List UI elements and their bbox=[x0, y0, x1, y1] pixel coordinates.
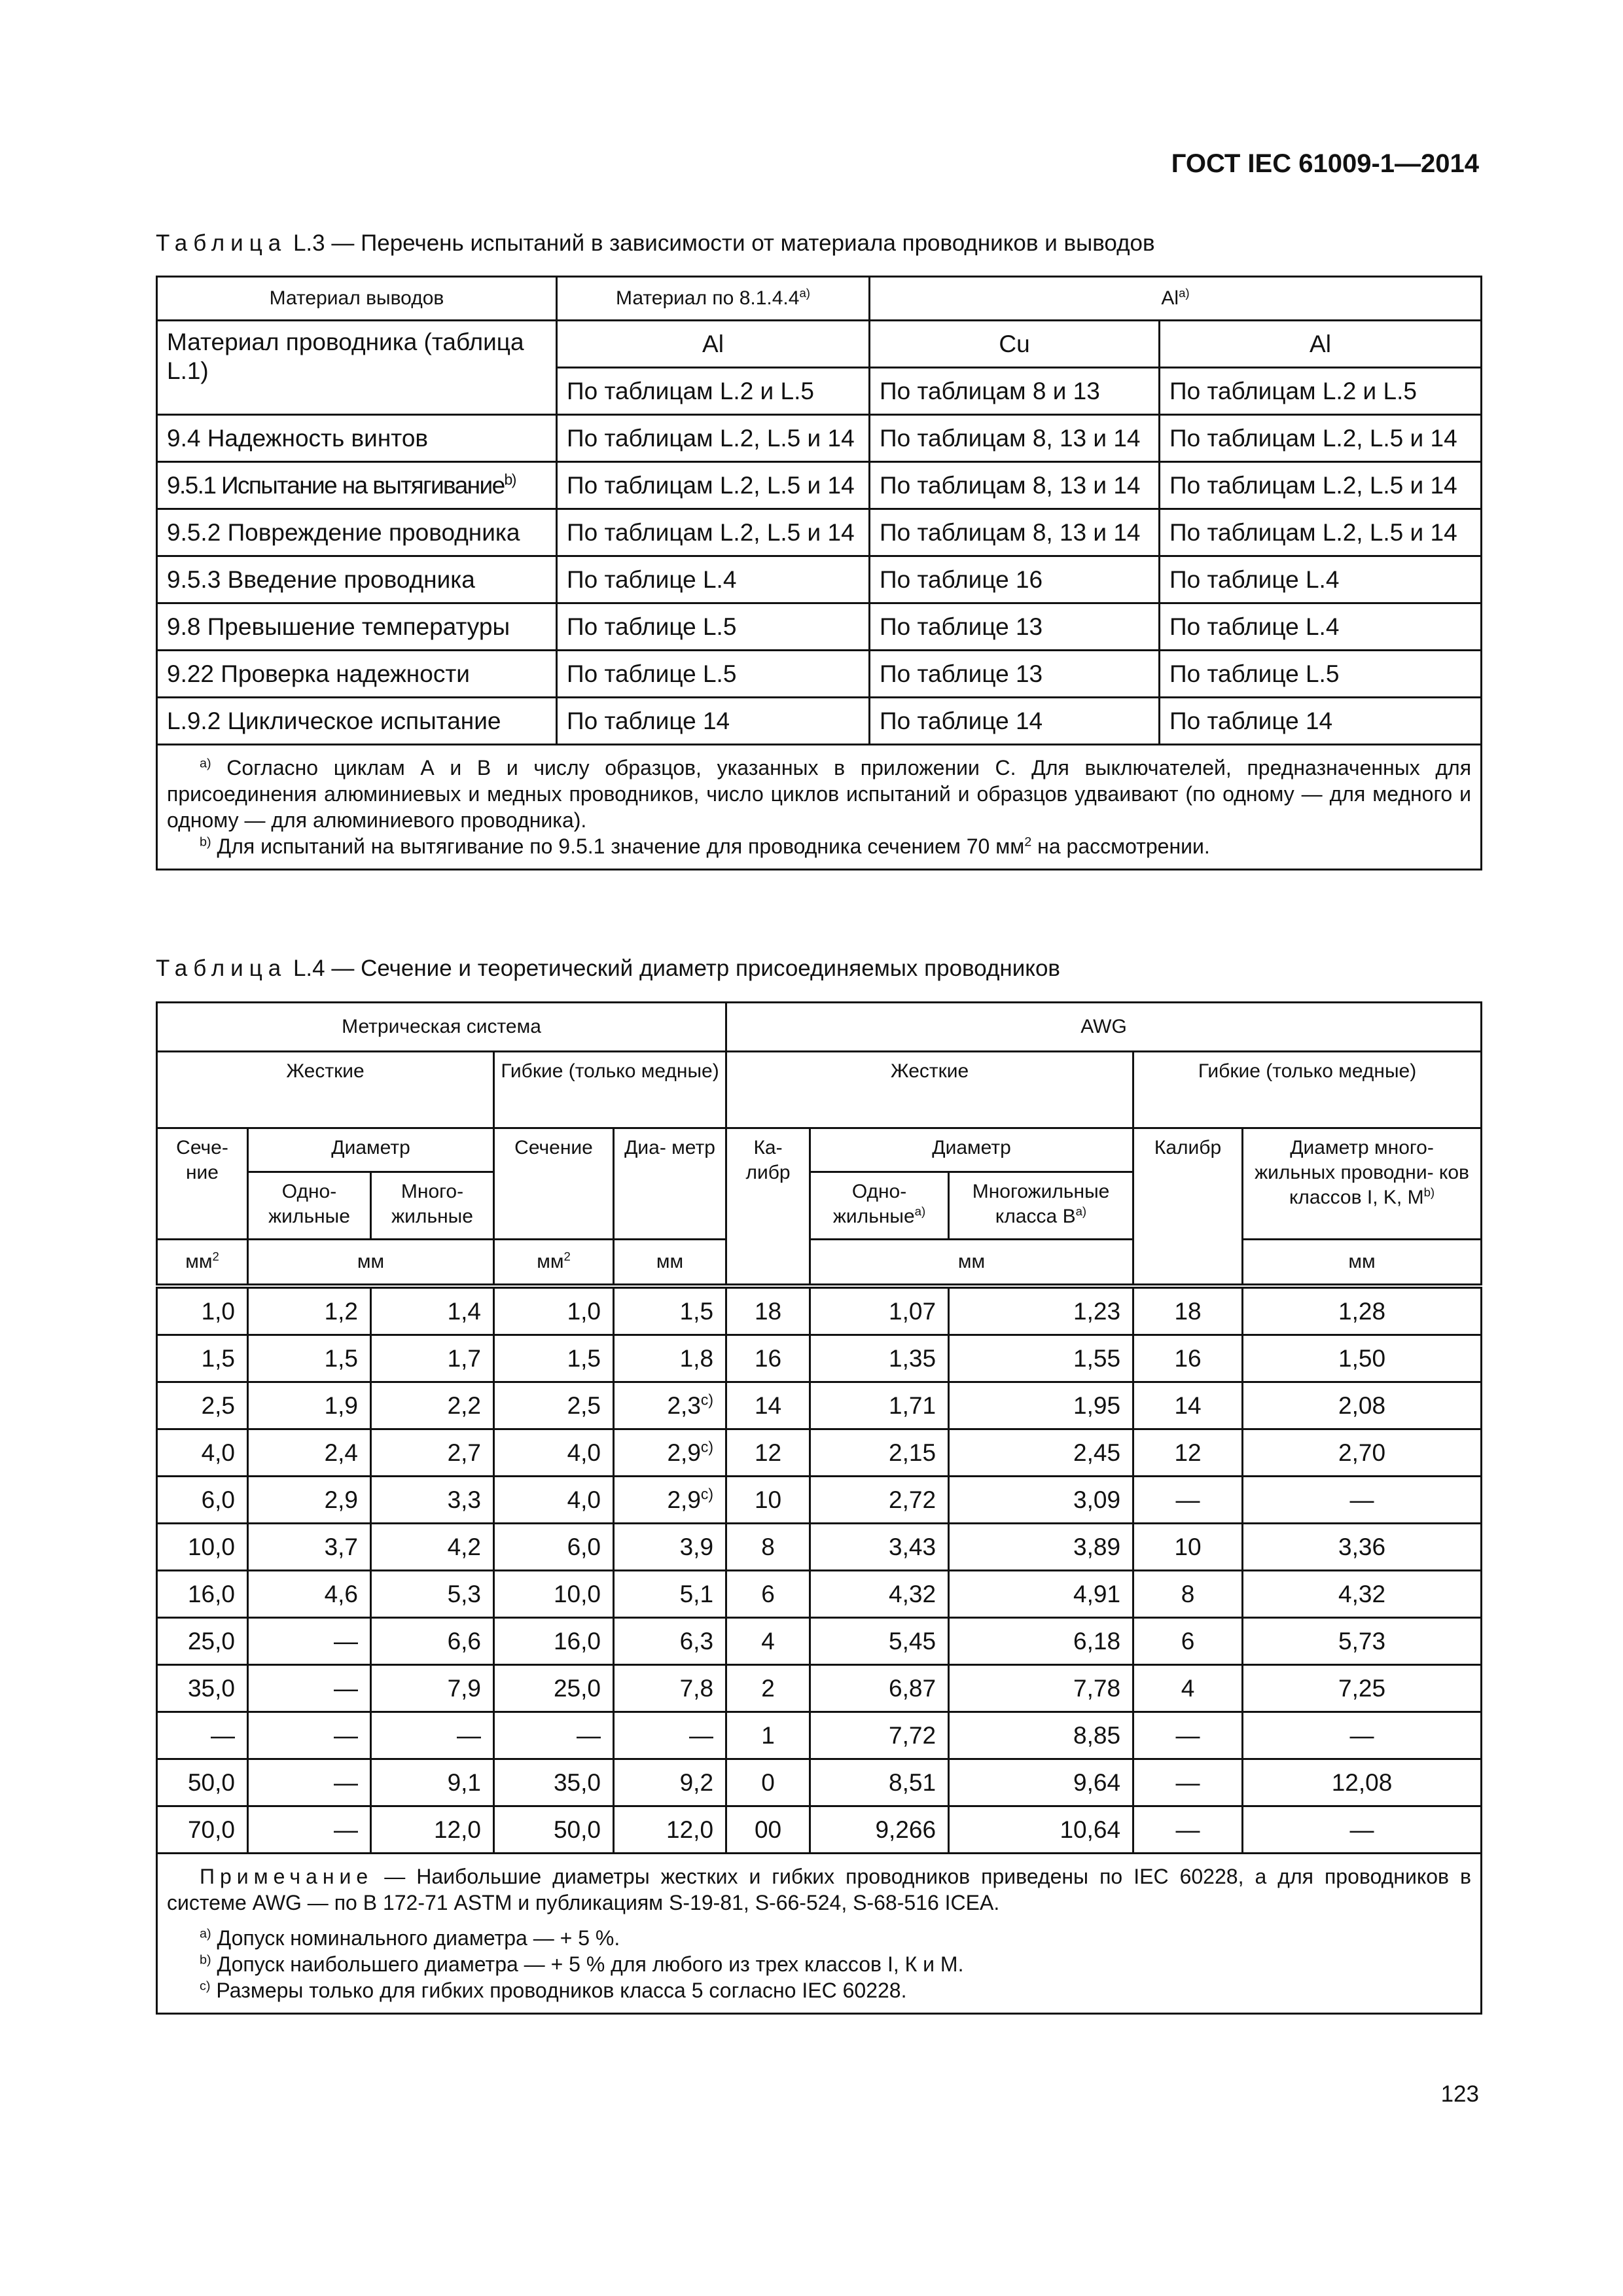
table-cell: 1 bbox=[726, 1712, 810, 1759]
table-cell: 5,73 bbox=[1243, 1618, 1482, 1665]
table-cell: 1,71 bbox=[810, 1382, 949, 1429]
table-cell: 9,266 bbox=[810, 1806, 949, 1854]
table-cell: 9,64 bbox=[949, 1759, 1133, 1806]
header-multi-dia: Диаметр много- жильных проводни- ков классов I, K, $M^{b)}$ bbox=[1243, 1128, 1482, 1240]
table-cell: 1,9 bbox=[248, 1382, 371, 1429]
footnote-b: $^{b)}$ Допуск наибольшего диаметра — + 5 % для любого из трех классов I, К и М. bbox=[200, 1952, 964, 1976]
table-cell: 16 bbox=[726, 1335, 810, 1382]
table-cell: 2,70 bbox=[1243, 1429, 1482, 1477]
table-cell: По таблице L.4 bbox=[1160, 603, 1482, 651]
table-row bbox=[157, 1712, 1482, 1759]
table-cell: 1,5 bbox=[614, 1286, 726, 1335]
table-cell: — bbox=[248, 1806, 371, 1854]
footnote-a: $^{a)}$ Согласно циклам А и В и числу образцов, указанных в приложении С. Для выключателей, предназначенных для присоединения алюминиевых и медных проводников, число циклов испытаний и образцов удваивают (по одному — для медного и одному — для алюминиевого проводника). bbox=[167, 756, 1472, 832]
table-cell: 3,43 bbox=[810, 1524, 949, 1571]
table-cell: 1,35 bbox=[810, 1335, 949, 1382]
table-cell: 6,18 bbox=[949, 1618, 1133, 1665]
table-cell: 3,89 bbox=[949, 1524, 1133, 1571]
table-cell: 3,3 bbox=[371, 1477, 494, 1524]
table-cell: 4,0 bbox=[157, 1429, 248, 1477]
table-cell: По таблицам 8 и 13 bbox=[870, 368, 1160, 415]
table-cell: По таблице L.5 bbox=[1160, 651, 1482, 698]
table-cell: 35,0 bbox=[157, 1665, 248, 1712]
table-cell: 10,0 bbox=[157, 1524, 248, 1571]
table-cell: 8 bbox=[726, 1524, 810, 1571]
table-cell: По таблицам L.2 и L.5 bbox=[557, 368, 870, 415]
footnote-b: $^{b)}$ Для испытаний на вытягивание по 9.5.1 значение для проводника сечением 70 $мм^2$ на рассмотрении. bbox=[200, 834, 1210, 858]
table-cell: 18 bbox=[726, 1286, 810, 1335]
table-cell: 6 bbox=[726, 1571, 810, 1618]
header-single: Одно- жильные bbox=[248, 1172, 371, 1240]
header-flexible-awg: Гибкие (только медные) bbox=[1133, 1052, 1482, 1128]
table-cell: 16,0 bbox=[494, 1618, 614, 1665]
table-cell: По таблице 14 bbox=[1160, 698, 1482, 745]
table-cell: — bbox=[494, 1712, 614, 1759]
table-cell: 10 bbox=[726, 1477, 810, 1524]
document-id: ГОСТ IEC 61009-1—2014 bbox=[1171, 149, 1479, 178]
table-row bbox=[157, 1571, 1482, 1618]
table-cell: 4,32 bbox=[810, 1571, 949, 1618]
conductor-material-label: Материал проводника (таблица L.1) bbox=[157, 321, 557, 415]
table-cell: По таблицам L.2, L.5 и 14 bbox=[1160, 415, 1482, 462]
header-multi: Много- жильные bbox=[371, 1172, 494, 1240]
unit-mm2: $мм^2$ bbox=[494, 1240, 614, 1287]
table-row bbox=[157, 1806, 1482, 1854]
table-cell: 4,91 bbox=[949, 1571, 1133, 1618]
footnote-marker: a) bbox=[799, 286, 810, 300]
table-cell: 4 bbox=[726, 1618, 810, 1665]
table-cell: 00 bbox=[726, 1806, 810, 1854]
footnote-marker: a) bbox=[1075, 1204, 1087, 1218]
table-cell: — bbox=[248, 1759, 371, 1806]
table-header-row bbox=[157, 1003, 1482, 1052]
table-row bbox=[157, 1429, 1482, 1477]
table-cell: 1,23 bbox=[949, 1286, 1133, 1335]
table-cell: По таблице L.4 bbox=[557, 556, 870, 603]
table-cell: 12,0 bbox=[371, 1806, 494, 1854]
table-cell: 35,0 bbox=[494, 1759, 614, 1806]
table-row bbox=[157, 603, 1482, 651]
table-cell: 14 bbox=[726, 1382, 810, 1429]
header-diameter: Диаметр bbox=[248, 1128, 494, 1172]
caption-text: L.3 — Перечень испытаний в зависимости от материала проводников и выводов bbox=[293, 230, 1155, 256]
row-label: 9.5.3 Введение проводника bbox=[157, 556, 557, 603]
table-cell: 6,0 bbox=[494, 1524, 614, 1571]
table-cell: 1,2 bbox=[248, 1286, 371, 1335]
table-cell: По таблицам 8, 13 и 14 bbox=[870, 415, 1160, 462]
table-cell: 50,0 bbox=[494, 1806, 614, 1854]
table-cell: — bbox=[371, 1712, 494, 1759]
footnote-marker: a) bbox=[914, 1204, 926, 1218]
table-row bbox=[157, 415, 1482, 462]
col-al-2: Al bbox=[1160, 321, 1482, 368]
table-cell: По таблицам L.2, L.5 и 14 bbox=[1160, 462, 1482, 509]
caption-word: Таблица bbox=[156, 956, 287, 981]
table-cell: 1,5 bbox=[248, 1335, 371, 1382]
table-cell: 2,3$^{c)}$ bbox=[614, 1382, 726, 1429]
table-cell: 1,7 bbox=[371, 1335, 494, 1382]
table-cell: — bbox=[1133, 1759, 1243, 1806]
table-cell: 3,36 bbox=[1243, 1524, 1482, 1571]
table-row bbox=[157, 1618, 1482, 1665]
caption-word: Таблица bbox=[156, 230, 287, 256]
table-row bbox=[157, 1759, 1482, 1806]
page-number: 123 bbox=[1440, 2081, 1479, 2107]
table-cell: 1,8 bbox=[614, 1335, 726, 1382]
unit-mm: мм bbox=[810, 1240, 1133, 1287]
header-flexible: Гибкие (только медные) bbox=[494, 1052, 726, 1128]
header-gauge: Ка- либр bbox=[726, 1128, 810, 1287]
table-cell: 12 bbox=[1133, 1429, 1243, 1477]
table-cell: — bbox=[248, 1712, 371, 1759]
table-cell: По таблицам L.2, L.5 и 14 bbox=[1160, 509, 1482, 556]
table-cell: По таблице L.5 bbox=[557, 603, 870, 651]
table-row bbox=[157, 509, 1482, 556]
table-cell: По таблице L.4 bbox=[1160, 556, 1482, 603]
table-cell: — bbox=[1243, 1806, 1482, 1854]
table-cell: 1,07 bbox=[810, 1286, 949, 1335]
table-l3 bbox=[156, 276, 1482, 870]
table-cell: 14 bbox=[1133, 1382, 1243, 1429]
table-cell: 0 bbox=[726, 1759, 810, 1806]
table-cell: По таблице 14 bbox=[870, 698, 1160, 745]
table-header-row bbox=[157, 1128, 1482, 1172]
table-cell: 2,9$^{c)}$ bbox=[614, 1429, 726, 1477]
table-cell: 2,72 bbox=[810, 1477, 949, 1524]
table-cell: 3,7 bbox=[248, 1524, 371, 1571]
table-cell: 1,55 bbox=[949, 1335, 1133, 1382]
unit-mm: мм bbox=[1243, 1240, 1482, 1287]
table-cell: 1,0 bbox=[494, 1286, 614, 1335]
table-cell: 12,08 bbox=[1243, 1759, 1482, 1806]
table-cell: 1,4 bbox=[371, 1286, 494, 1335]
units-row bbox=[157, 1240, 1482, 1287]
table-cell: 18 bbox=[1133, 1286, 1243, 1335]
table-row bbox=[157, 1665, 1482, 1712]
row-label: 9.4 Надежность винтов bbox=[157, 415, 557, 462]
table-cell: 7,25 bbox=[1243, 1665, 1482, 1712]
table-cell: 50,0 bbox=[157, 1759, 248, 1806]
table-cell: По таблицам 8, 13 и 14 bbox=[870, 462, 1160, 509]
table-cell: 2,2 bbox=[371, 1382, 494, 1429]
table-cell: 5,45 bbox=[810, 1618, 949, 1665]
table-cell: — bbox=[1133, 1712, 1243, 1759]
row-label: 9.5.1 Испытание на вытягивание$^{b)}$ bbox=[157, 462, 557, 509]
table-cell: По таблицам L.2, L.5 и 14 bbox=[557, 509, 870, 556]
table-cell: 4 bbox=[1133, 1665, 1243, 1712]
table-cell: По таблице 13 bbox=[870, 651, 1160, 698]
table-cell: 3,9 bbox=[614, 1524, 726, 1571]
header-awg: AWG bbox=[726, 1003, 1482, 1052]
table-cell: 12,0 bbox=[614, 1806, 726, 1854]
table-cell: По таблицам L.2, L.5 и 14 bbox=[557, 462, 870, 509]
table-row bbox=[157, 1477, 1482, 1524]
row-label: 9.5.2 Повреждение проводника bbox=[157, 509, 557, 556]
table-cell: 8,51 bbox=[810, 1759, 949, 1806]
table-header-row bbox=[157, 1052, 1482, 1128]
table-cell: 8 bbox=[1133, 1571, 1243, 1618]
header-diameter-awg: Диаметр bbox=[810, 1128, 1133, 1172]
table-cell: 16,0 bbox=[157, 1571, 248, 1618]
table-cell: 3,09 bbox=[949, 1477, 1133, 1524]
table-cell: — bbox=[1243, 1712, 1482, 1759]
table-l3-caption bbox=[156, 230, 1155, 257]
footnote-marker: a) bbox=[1179, 286, 1190, 300]
table-cell: По таблицам L.2, L.5 и 14 bbox=[557, 415, 870, 462]
table-cell: По таблице 13 bbox=[870, 603, 1160, 651]
unit-mm2: $мм^2$ bbox=[157, 1240, 248, 1287]
table-cell: 1,5 bbox=[494, 1335, 614, 1382]
footnote-a: $^{a)}$ Допуск номинального диаметра — + 5 %. bbox=[200, 1926, 620, 1950]
unit-mm: мм bbox=[614, 1240, 726, 1287]
table-cell: 2,7 bbox=[371, 1429, 494, 1477]
header-al: Al$^{a)}$ bbox=[870, 277, 1482, 321]
table-cell: По таблицам L.2 и L.5 bbox=[1160, 368, 1482, 415]
table-cell: По таблице L.5 bbox=[557, 651, 870, 698]
table-cell: 9,1 bbox=[371, 1759, 494, 1806]
unit-mm: мм bbox=[248, 1240, 494, 1287]
table-cell: 6,3 bbox=[614, 1618, 726, 1665]
table-cell: 1,50 bbox=[1243, 1335, 1482, 1382]
header-gauge-flex: Калибр bbox=[1133, 1128, 1243, 1287]
table-l4 bbox=[156, 1001, 1482, 2015]
table-cell: 9,2 bbox=[614, 1759, 726, 1806]
header-single-awg: Одно- жильные$^{a)}$ bbox=[810, 1172, 949, 1240]
table-cell: 2,4 bbox=[248, 1429, 371, 1477]
header-rigid: Жесткие bbox=[157, 1052, 494, 1128]
table-cell: — bbox=[1243, 1477, 1482, 1524]
table-cell: 1,0 bbox=[157, 1286, 248, 1335]
table-l4-caption bbox=[156, 956, 1060, 982]
table-cell: — bbox=[1133, 1806, 1243, 1854]
table-cell: 8,85 bbox=[949, 1712, 1133, 1759]
table-cell: — bbox=[614, 1712, 726, 1759]
table-cell: 6,87 bbox=[810, 1665, 949, 1712]
table-row bbox=[157, 1382, 1482, 1429]
footnote-marker: b) bbox=[1423, 1185, 1435, 1199]
table-cell: 10 bbox=[1133, 1524, 1243, 1571]
header-metric: Метрическая система bbox=[157, 1003, 726, 1052]
table-cell: 2,9$^{c)}$ bbox=[614, 1477, 726, 1524]
col-cu: Cu bbox=[870, 321, 1160, 368]
table-row bbox=[157, 1286, 1482, 1335]
table-cell: 25,0 bbox=[494, 1665, 614, 1712]
table-row bbox=[157, 651, 1482, 698]
col-al: Al bbox=[557, 321, 870, 368]
footnotes-row bbox=[157, 745, 1482, 870]
table-cell: 2 bbox=[726, 1665, 810, 1712]
notes-row bbox=[157, 1854, 1482, 2014]
table-footnotes bbox=[157, 745, 1482, 870]
table-cell: 4,0 bbox=[494, 1477, 614, 1524]
table-cell: — bbox=[1133, 1477, 1243, 1524]
table-cell: 2,5 bbox=[157, 1382, 248, 1429]
table-cell: 7,78 bbox=[949, 1665, 1133, 1712]
table-cell: 4,0 bbox=[494, 1429, 614, 1477]
row-label: L.9.2 Циклическое испытание bbox=[157, 698, 557, 745]
row-label: 9.22 Проверка надежности bbox=[157, 651, 557, 698]
table-cell: 6,0 bbox=[157, 1477, 248, 1524]
header-diameter-flex: Диа- метр bbox=[614, 1128, 726, 1240]
table-cell: 7,8 bbox=[614, 1665, 726, 1712]
table-header-row bbox=[157, 277, 1482, 321]
header-section-flex: Сечение bbox=[494, 1128, 614, 1240]
table-cell: — bbox=[248, 1665, 371, 1712]
table-cell: По таблицам 8, 13 и 14 bbox=[870, 509, 1160, 556]
footnote-c: $^{c)}$ Размеры только для гибких проводников класса 5 согласно IEC 60228. bbox=[200, 1979, 907, 2002]
header-terminal-material: Материал выводов bbox=[157, 277, 557, 321]
table-cell: 70,0 bbox=[157, 1806, 248, 1854]
table-cell: 4,2 bbox=[371, 1524, 494, 1571]
table-cell: 4,32 bbox=[1243, 1571, 1482, 1618]
table-cell: 2,08 bbox=[1243, 1382, 1482, 1429]
table-row bbox=[157, 321, 1482, 368]
table-cell: 16 bbox=[1133, 1335, 1243, 1382]
table-cell: 2,5 bbox=[494, 1382, 614, 1429]
table-cell: По таблице 16 bbox=[870, 556, 1160, 603]
table-cell: 4,6 bbox=[248, 1571, 371, 1618]
table-cell: 12 bbox=[726, 1429, 810, 1477]
caption-text: L.4 — Сечение и теоретический диаметр присоединяемых проводников bbox=[293, 956, 1061, 981]
table-cell: 6,6 bbox=[371, 1618, 494, 1665]
table-cell: 2,9 bbox=[248, 1477, 371, 1524]
table-cell: 1,5 bbox=[157, 1335, 248, 1382]
table-row bbox=[157, 462, 1482, 509]
table-notes bbox=[157, 1854, 1482, 2014]
table-row bbox=[157, 1524, 1482, 1571]
header-multi-class-b: Многожильные класса $В^{a)}$ bbox=[949, 1172, 1133, 1240]
table-cell: 1,28 bbox=[1243, 1286, 1482, 1335]
table-cell: 10,0 bbox=[494, 1571, 614, 1618]
table-cell: — bbox=[157, 1712, 248, 1759]
note: Примечание — Наибольшие диаметры жестких и гибких проводников приведены по IEC 60228, а для проводников в системе AWG — по В 172-71 ASTM и публикациям S-19-81, S-66-524, S-68-516 ICEA. bbox=[167, 1865, 1472, 1914]
table-cell: 7,9 bbox=[371, 1665, 494, 1712]
table-cell: 10,64 bbox=[949, 1806, 1133, 1854]
footnote-marker: b) bbox=[504, 471, 516, 488]
row-label: 9.8 Превышение температуры bbox=[157, 603, 557, 651]
table-cell: 7,72 bbox=[810, 1712, 949, 1759]
header-rigid-awg: Жесткие bbox=[726, 1052, 1133, 1128]
table-cell: 25,0 bbox=[157, 1618, 248, 1665]
table-row bbox=[157, 698, 1482, 745]
table-cell: 6 bbox=[1133, 1618, 1243, 1665]
table-row bbox=[157, 556, 1482, 603]
table-cell: 2,45 bbox=[949, 1429, 1133, 1477]
table-cell: По таблице 14 bbox=[557, 698, 870, 745]
header-material-ref: Материал по 8.1.4.4$^{a)}$ bbox=[557, 277, 870, 321]
table-cell: 1,95 bbox=[949, 1382, 1133, 1429]
table-row bbox=[157, 1335, 1482, 1382]
table-cell: — bbox=[248, 1618, 371, 1665]
table-cell: 5,3 bbox=[371, 1571, 494, 1618]
table-cell: 2,15 bbox=[810, 1429, 949, 1477]
table-cell: 5,1 bbox=[614, 1571, 726, 1618]
header-section: Сече- ние bbox=[157, 1128, 248, 1240]
